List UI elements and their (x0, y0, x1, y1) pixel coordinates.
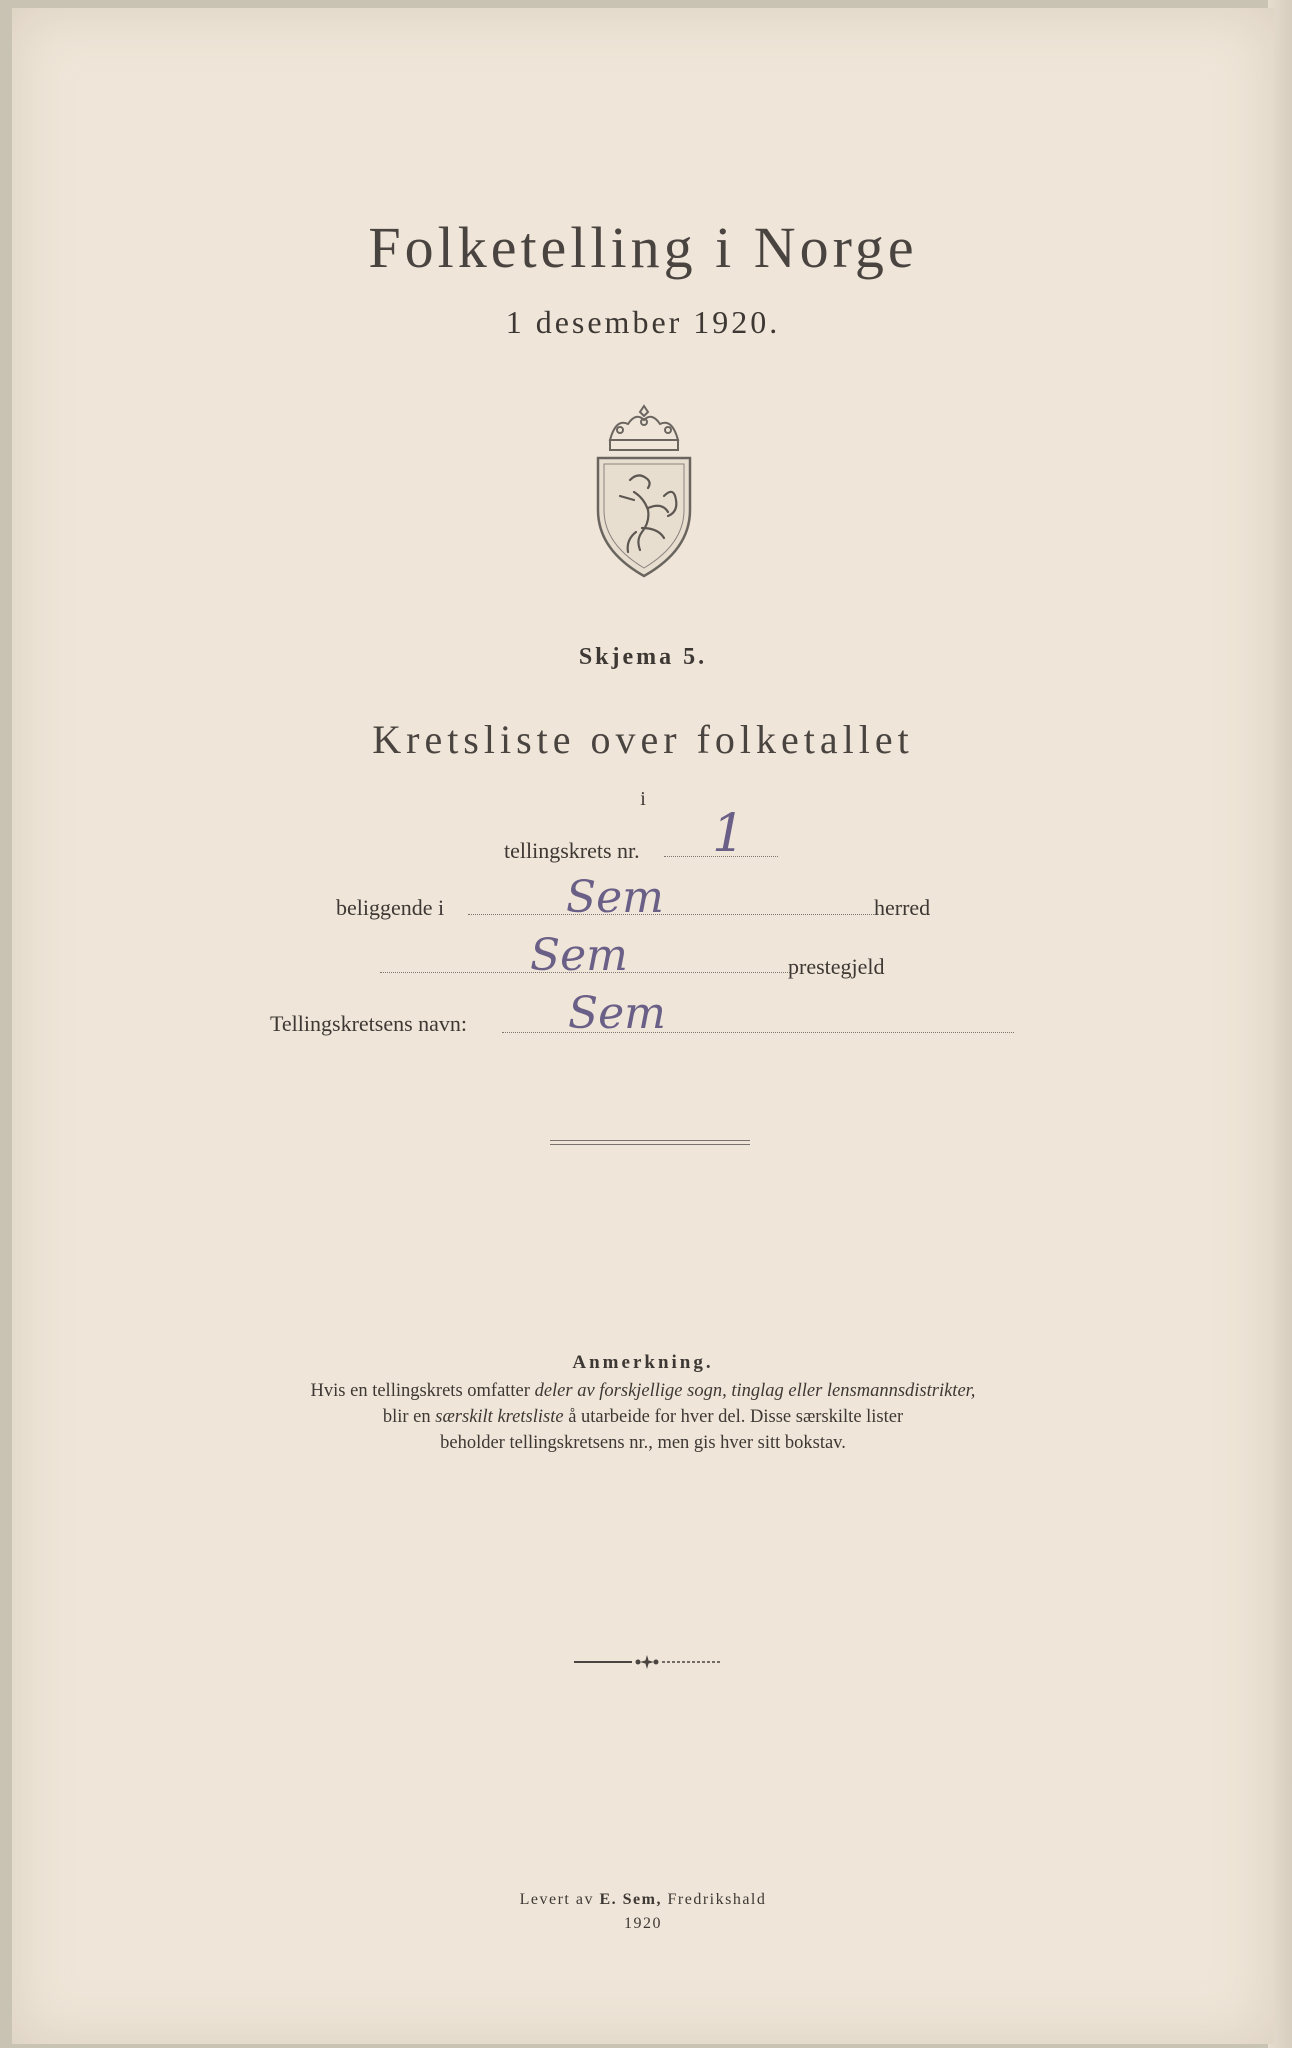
note-line-2 (12, 1404, 1274, 1430)
note-line-2-italic: særskilt kretsliste (435, 1407, 564, 1427)
note-line-1-italic: deler av forskjellige sogn, tinglag eller lensmannsdistrikter, (534, 1381, 976, 1401)
navn-label: Tellingskretsens navn: (270, 1011, 468, 1036)
printer-place: Fredrikshald (661, 1891, 767, 1908)
beliggende-label: beliggende i (336, 895, 445, 920)
divider-rule-bottom (550, 1144, 750, 1145)
printer-name: E. Sem, (599, 1891, 662, 1908)
schema-number: Skjema 5. (578, 644, 708, 670)
printer-imprint (12, 1888, 1274, 1936)
printer-line (12, 1888, 1274, 1912)
prestegjeld-label: prestegjeld (788, 954, 885, 979)
note-line-3: beholder tellingskretsens nr., men gis hver sitt bokstav. (440, 1433, 846, 1453)
note-line-1 (12, 1378, 1274, 1404)
note-line-1-text: Hvis en tellingskrets omfatter (310, 1381, 535, 1401)
prestegjeld-value: Sem (530, 930, 628, 981)
norwegian-coat-of-arms-icon (590, 400, 698, 580)
beliggende-value: Sem (566, 872, 664, 923)
preposition-text: i (640, 788, 646, 810)
divider-rule-top (550, 1140, 750, 1141)
tellingskrets-label: tellingskrets nr. (504, 838, 640, 863)
census-form-page (12, 8, 1274, 2044)
beliggende-line (468, 914, 874, 915)
divider-ornament-icon (572, 1652, 722, 1672)
note-title: Anmerkning. (572, 1352, 714, 1373)
printer-year: 1920 (624, 1915, 662, 1932)
page-title: Folketelling i Norge (368, 215, 918, 280)
note-line-2-text-c: å utarbeide for hver del. Disse særskilte lister (563, 1407, 904, 1427)
form-heading: Kretsliste over folketallet (372, 717, 914, 762)
tellingskrets-value: 1 (712, 804, 746, 864)
note-line-2-text-a: blir en (382, 1407, 436, 1427)
herred-label: herred (874, 895, 931, 920)
census-date: 1 desember 1920. (505, 304, 781, 340)
printer-prefix: Levert av (519, 1891, 600, 1908)
navn-value: Sem (568, 988, 666, 1039)
